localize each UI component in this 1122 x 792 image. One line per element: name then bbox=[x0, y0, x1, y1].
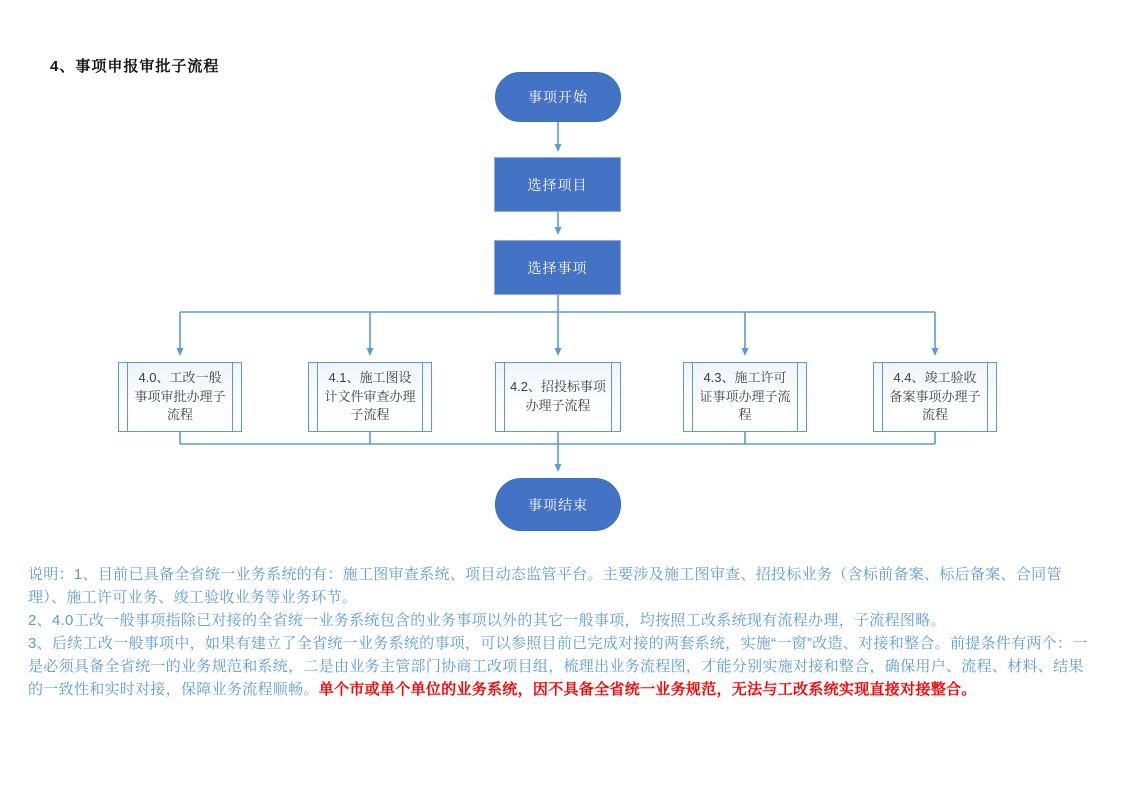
flow-node-select-item: 选择事项 bbox=[494, 240, 621, 295]
flow-node-subprocess-4-3: 4.3、施工许可证事项办理子流程 bbox=[683, 362, 807, 432]
flow-node-subprocess-4-0: 4.0、工改一般事项审批办理子流程 bbox=[118, 362, 242, 432]
note-1: 说明：1、目前已具备全省统一业务系统的有：施工图审查系统、项目动态监管平台。主要涉及施工图审查、招投标业务（含标前备案、标后备案、合同管理）、施工许可业务、竣工验收业务等业务环节。 bbox=[28, 566, 1062, 606]
note-3-main: 3、后续工改一般事项中，如果有建立了全省统一业务系统的事项，可以参照目前已完成对接的两套系统，实施“一窗”改造、对接和整合。前提条件有两个：一是必须具备全省统一的业务规范和系统，二是由业务主管部门协商工改项目组，梳理出业务流程图，才能分别实施对接和整合，确保用户、流程、材料、结果的一致性和实时对接，保障业务流程顺畅。 bbox=[28, 635, 1088, 698]
flow-node-subprocess-4-4: 4.4、竣工验收备案事项办理子流程 bbox=[873, 362, 997, 432]
flow-node-select-project: 选择项目 bbox=[494, 157, 621, 212]
flow-node-subprocess-4-2: 4.2、招投标事项办理子流程 bbox=[495, 362, 621, 432]
notes-section bbox=[28, 563, 1096, 701]
flow-node-subprocess-4-1: 4.1、施工图设计文件审查办理子流程 bbox=[308, 362, 432, 432]
flow-node-end: 事项结束 bbox=[495, 478, 621, 531]
page-title: 4、事项申报审批子流程 bbox=[50, 58, 220, 75]
note-3 bbox=[28, 632, 1096, 701]
note-2: 2、4.0工改一般事项指除已对接的全省统一业务系统包含的业务事项以外的其它一般事项，均按照工改系统现有流程办理，子流程图略。 bbox=[28, 612, 946, 629]
flow-node-start: 事项开始 bbox=[495, 72, 621, 122]
note-3-warning: 单个市或单个单位的业务系统，因不具备全省统一业务规范，无法与工改系统实现直接对接整合。 bbox=[318, 681, 977, 698]
